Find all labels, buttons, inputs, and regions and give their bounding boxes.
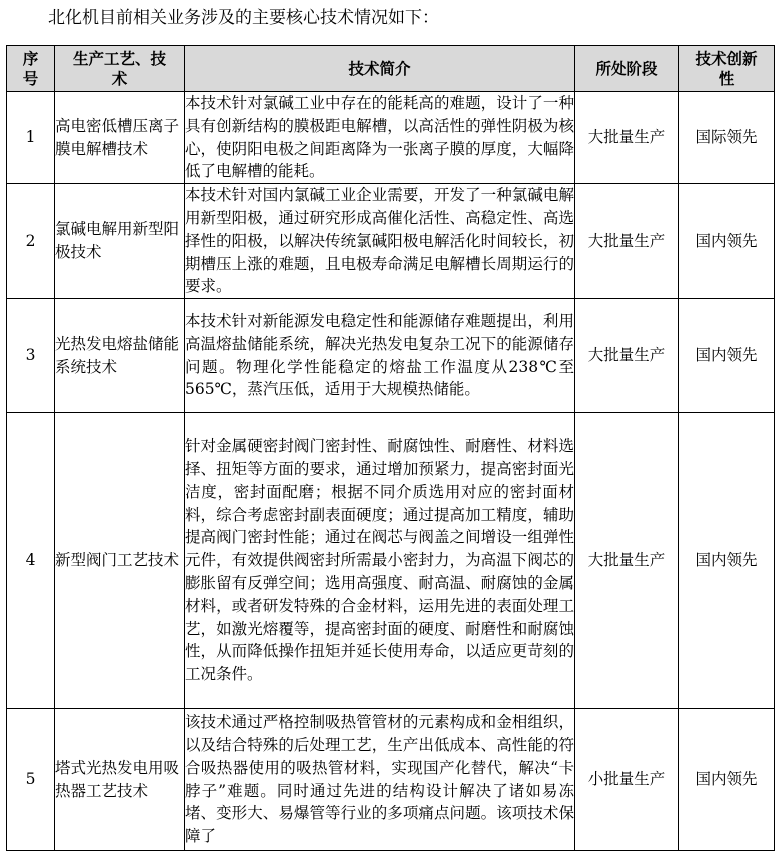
row-tech-name: 高电密低槽压离子膜电解槽技术 bbox=[55, 92, 185, 184]
row-stage: 大批量生产 bbox=[575, 184, 679, 299]
table-header-row bbox=[7, 46, 775, 92]
core-technology-table bbox=[6, 45, 775, 851]
row-tech-name: 光热发电熔盐储能系统技术 bbox=[55, 299, 185, 413]
row-tech-intro: 本技术针对氯碱工业中存在的能耗高的难题，设计了一种具有创新结构的膜极距电解槽，以高活性的弹性阴极为核心，使阴阳电极之间距离降为一张离子膜的厚度，大幅降低了电解槽的能耗。 bbox=[185, 92, 575, 184]
row-stage: 大批量生产 bbox=[575, 299, 679, 413]
table-row bbox=[7, 709, 775, 851]
row-innovation: 国际领先 bbox=[679, 92, 775, 184]
row-tech-intro: 针对金属硬密封阀门密封性、耐腐蚀性、耐磨性、材料选择、扭矩等方面的要求，通过增加预紧力，提高密封面光洁度，密封面配磨；根据不同介质选用对应的密封面材料，综合考虑密封副表面硬度；通过提高加工精度，辅助提高阀门密封性能；通过在阀芯与阀盖之间增设一组弹性元件，有效提供阀密封所需最小密封力，为高温下阀芯的膨胀留有反弹空间；选用高强度、耐高温、耐腐蚀的金属材料，或者研发特殊的合金材料，运用先进的表面处理工艺，如激光熔覆等，提高密封面的硬度、耐磨性和耐腐蚀性，从而降低操作扭矩并延长使用寿命，以适应更苛刻的工况条件。 bbox=[185, 413, 575, 709]
table-row bbox=[7, 184, 775, 299]
table-row bbox=[7, 299, 775, 413]
header-seq: 序号 bbox=[7, 46, 55, 92]
header-intro: 技术简介 bbox=[185, 46, 575, 92]
table-row bbox=[7, 413, 775, 709]
row-tech-name: 新型阀门工艺技术 bbox=[55, 413, 185, 709]
table-row bbox=[7, 92, 775, 184]
header-stage: 所处阶段 bbox=[575, 46, 679, 92]
row-seq: 5 bbox=[7, 709, 55, 851]
header-level: 技术创新性 bbox=[679, 46, 775, 92]
row-tech-intro: 本技术针对新能源发电稳定性和能源储存难题提出，利用高温熔盐储能系统，解决光热发电复杂工况下的能源储存问题。物理化学性能稳定的熔盐工作温度从238℃至565℃，蒸汽压低，适用于大规模热储能。 bbox=[185, 299, 575, 413]
row-stage: 大批量生产 bbox=[575, 92, 679, 184]
header-name: 生产工艺、技术 bbox=[55, 46, 185, 92]
row-tech-name: 塔式光热发电用吸热器工艺技术 bbox=[55, 709, 185, 851]
row-seq: 3 bbox=[7, 299, 55, 413]
row-seq: 4 bbox=[7, 413, 55, 709]
row-tech-name: 氯碱电解用新型阳极技术 bbox=[55, 184, 185, 299]
row-tech-intro: 本技术针对国内氯碱工业企业需要，开发了一种氯碱电解用新型阳极，通过研究形成高催化活性、高稳定性、高选择性的阳极，以解决传统氯碱阳极电解活化时间较长，初期槽压上涨的难题，且电极寿命满足电解槽长周期运行的要求。 bbox=[185, 184, 575, 299]
row-stage: 小批量生产 bbox=[575, 709, 679, 851]
row-stage: 大批量生产 bbox=[575, 413, 679, 709]
row-innovation: 国内领先 bbox=[679, 299, 775, 413]
row-innovation: 国内领先 bbox=[679, 413, 775, 709]
row-tech-intro: 该技术通过严格控制吸热管管材的元素构成和金相组织，以及结合特殊的后处理工艺，生产出低成本、高性能的符合吸热器使用的吸热管材料，实现国产化替代，解决“卡脖子”难题。同时通过先进的结构设计解决了诸如易冻堵、变形大、易爆管等行业的多项痛点问题。该项技术保障了 bbox=[185, 709, 575, 851]
intro-text: 北化机目前相关业务涉及的主要核心技术情况如下： bbox=[48, 8, 439, 28]
row-innovation: 国内领先 bbox=[679, 709, 775, 851]
row-innovation: 国内领先 bbox=[679, 184, 775, 299]
row-seq: 1 bbox=[7, 92, 55, 184]
row-seq: 2 bbox=[7, 184, 55, 299]
